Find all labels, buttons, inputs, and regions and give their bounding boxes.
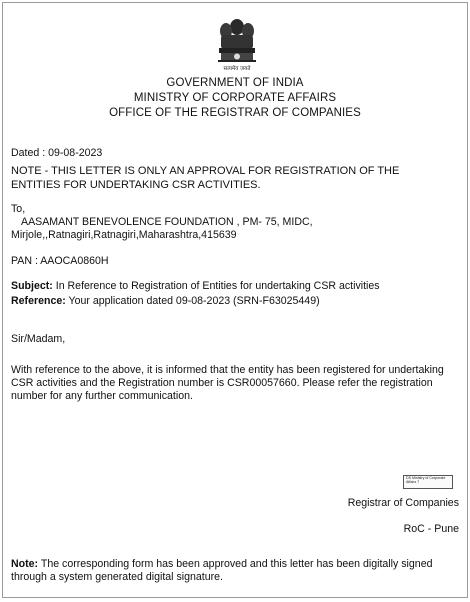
pan-number: PAN : AAOCA0860H xyxy=(11,255,109,267)
footer-note-line-2: through a system generated digital signature. xyxy=(11,571,224,583)
body-line-3: number for any further communication. xyxy=(11,390,193,402)
national-emblem-icon xyxy=(209,15,265,73)
emblem-caption: सत्यमेव जयते xyxy=(223,66,251,72)
approval-note-line-1: NOTE - THIS LETTER IS ONLY AN APPROVAL FOR REGISTRATION OF THE xyxy=(11,165,400,177)
reference-line xyxy=(11,295,320,308)
body-line-2: CSR activities and the Registration number is CSR00057660. Please refer the registration xyxy=(11,377,433,389)
roc-office: RoC - Pune xyxy=(403,523,459,535)
reference-text: Your application dated 09-08-2023 (SRN-F63025449) xyxy=(68,295,320,307)
footer-note-label: Note: xyxy=(11,558,39,570)
office-title: OFFICE OF THE REGISTRAR OF COMPANIES xyxy=(109,107,361,119)
digital-signature-text: DS Ministry of Corporate Affairs 7 xyxy=(406,476,446,485)
recipient-address-line-1: AASAMANT BENEVOLENCE FOUNDATION , PM- 75, MIDC, xyxy=(21,216,313,228)
recipient-to: To, xyxy=(11,203,26,215)
letter-page xyxy=(2,2,468,598)
subject-label: Subject: xyxy=(11,280,53,292)
recipient-address-line-2: Mirjole,,Ratnagiri,Ratnagiri,Maharashtra,415639 xyxy=(11,229,237,241)
body-line-1: With reference to the above, it is informed that the entity has been registered for undertaking xyxy=(11,364,444,376)
salutation: Sir/Madam, xyxy=(11,333,66,345)
government-title: GOVERNMENT OF INDIA xyxy=(166,77,304,89)
ministry-title: MINISTRY OF CORPORATE AFFAIRS xyxy=(133,92,337,104)
signatory-title: Registrar of Companies xyxy=(347,497,459,509)
subject-text: In Reference to Registration of Entities for undertaking CSR activities xyxy=(55,280,380,292)
footer-note-line-1 xyxy=(11,558,432,571)
reference-label: Reference: xyxy=(11,295,66,307)
approval-note-line-2: ENTITIES FOR UNDERTAKING CSR ACTIVITIES. xyxy=(11,179,261,191)
letter-date: Dated : 09-08-2023 xyxy=(11,147,103,159)
subject-line xyxy=(11,280,380,293)
footer-note-text-1: The corresponding form has been approved and this letter has been digitally signed xyxy=(40,558,433,570)
digital-signature-stamp xyxy=(403,475,453,489)
